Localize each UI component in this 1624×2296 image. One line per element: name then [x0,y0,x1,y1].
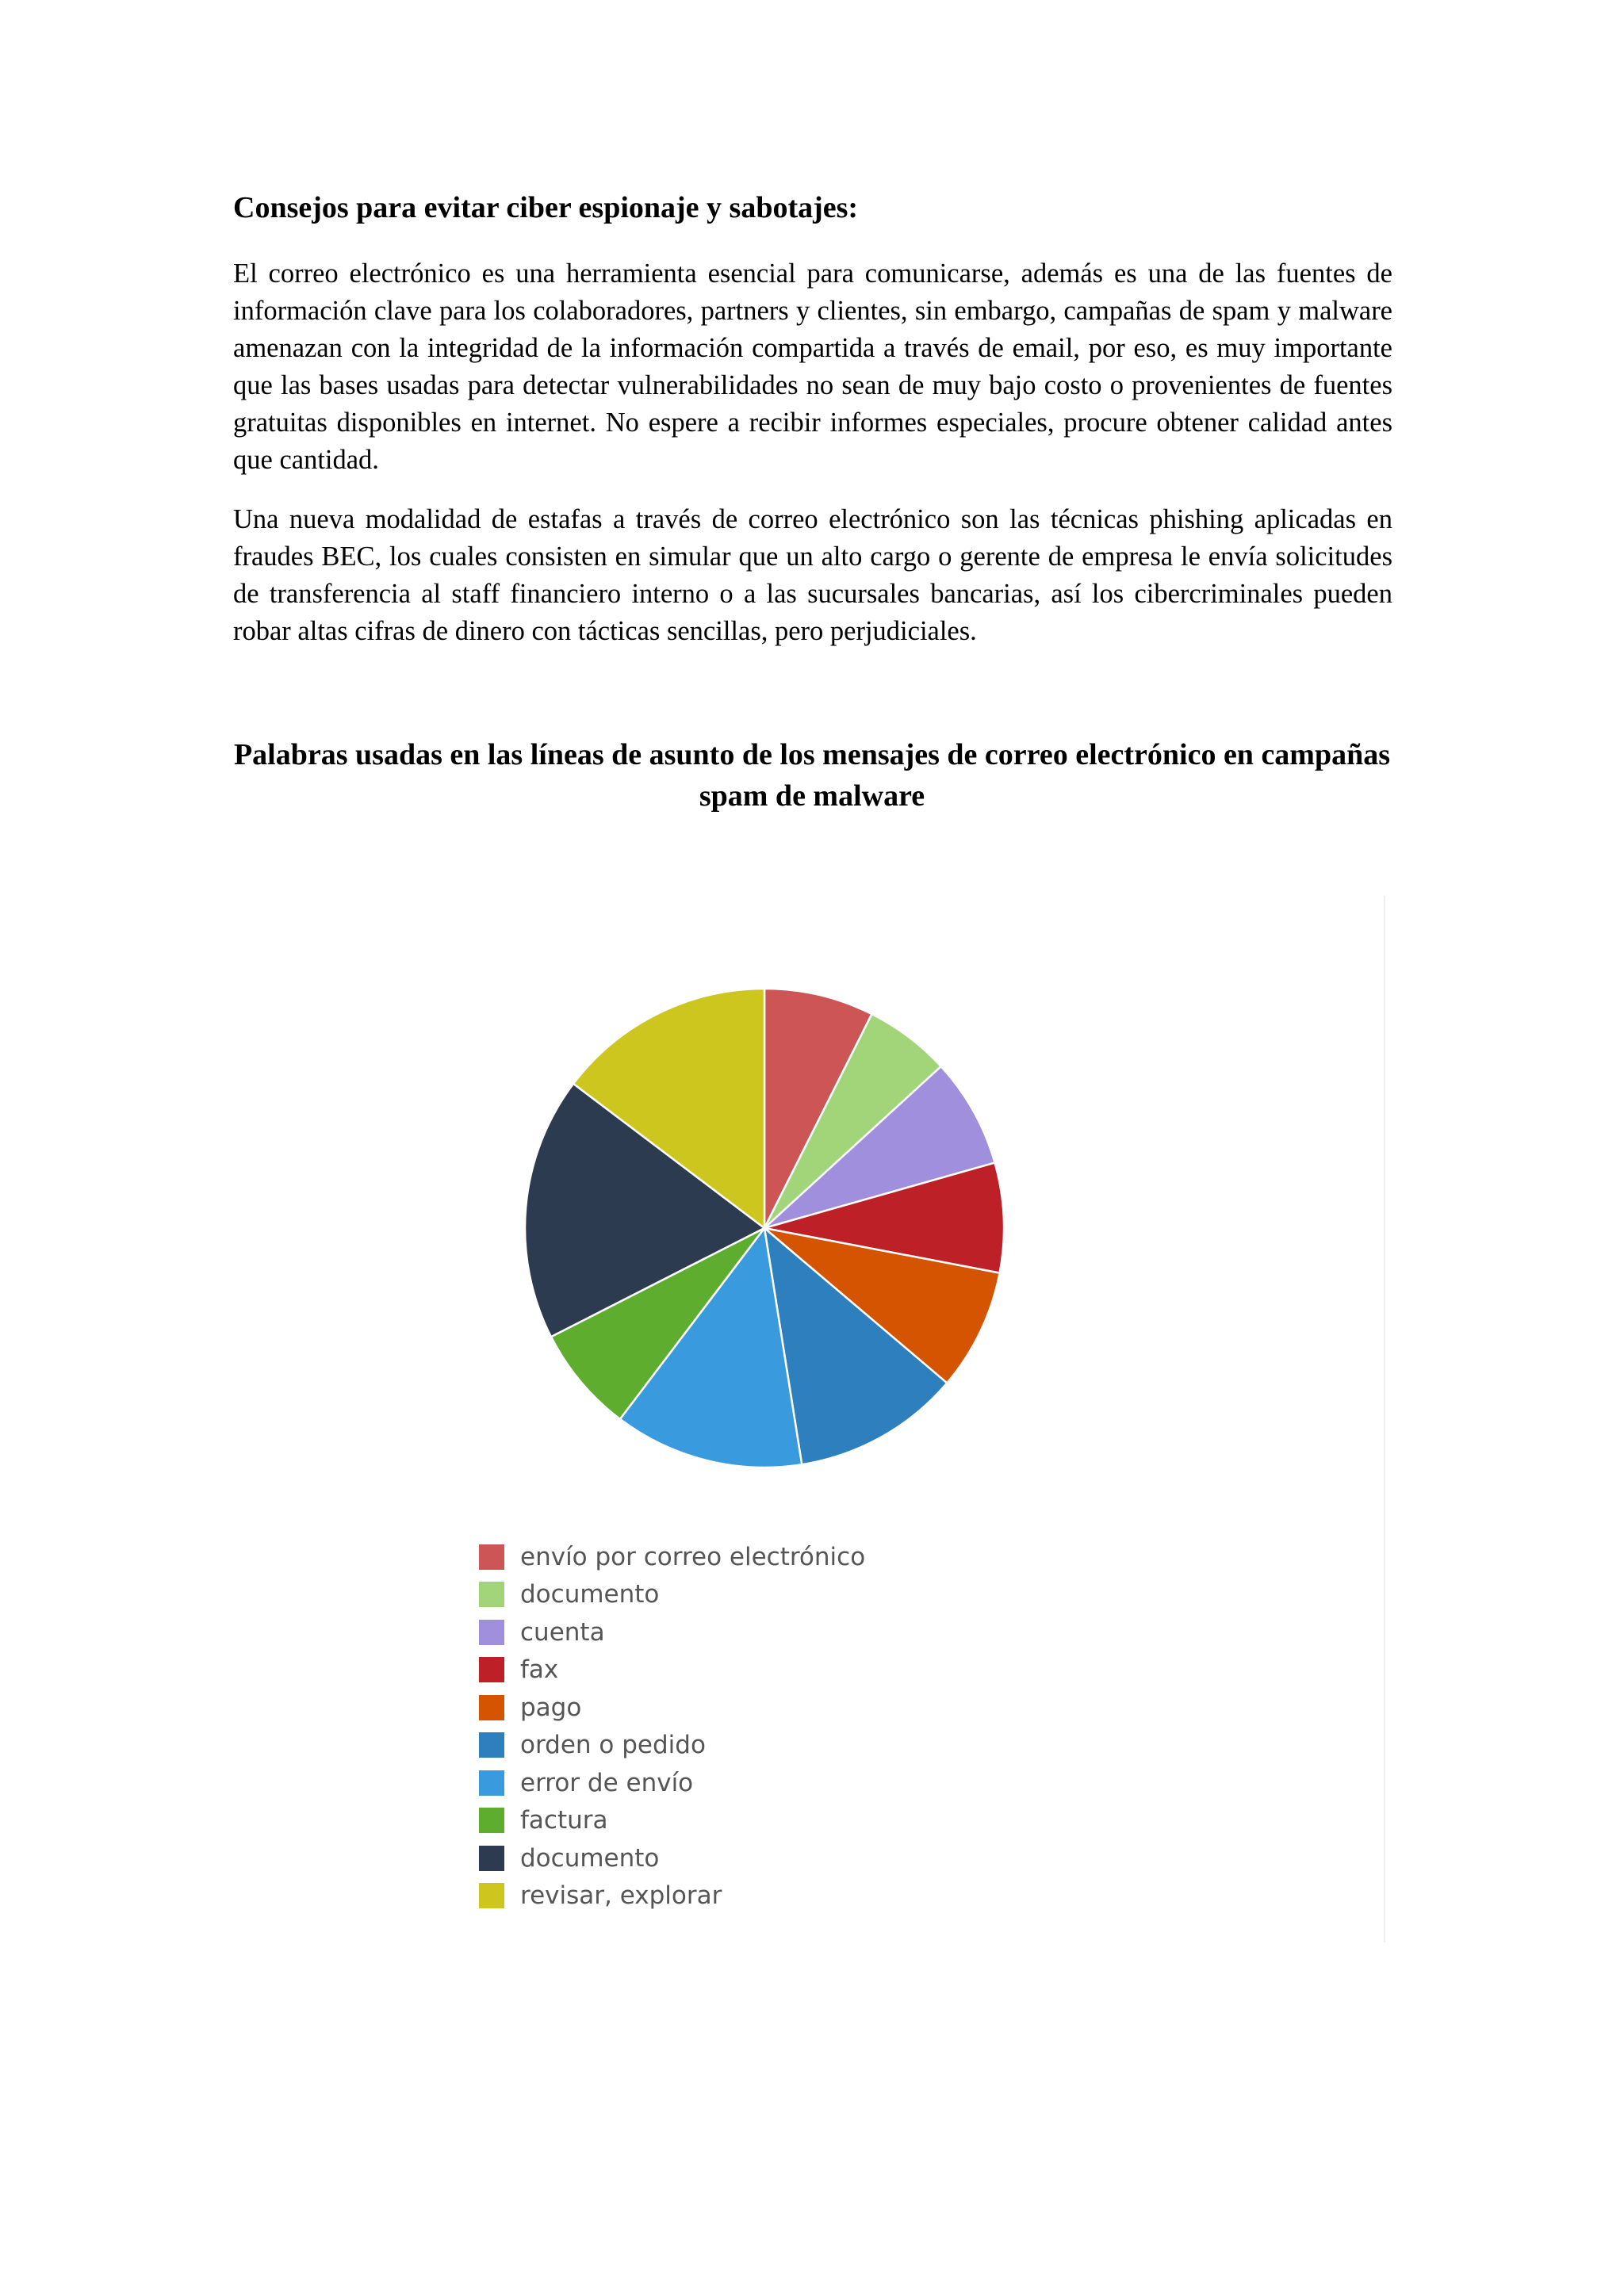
legend-swatch [479,1883,504,1908]
legend-item [479,1538,865,1576]
legend-item [479,1576,865,1614]
legend-label: error de envío [520,1768,694,1797]
legend-item [479,1651,865,1689]
legend-item [479,1727,865,1765]
legend-label: documento [520,1843,660,1873]
legend-item [479,1764,865,1802]
paragraph-1: El correo electrónico es una herramienta esencial para comunicarse, además es una de las fuentes de información clave para los colaboradores, partners y clientes, sin embargo, campañas de spam y malware amenazan con la integridad de la información compartida a través de email, por eso, es muy importante que las bases usadas para detectar vulnerabilidades no sean de muy bajo costo o provenientes de fuentes gratuitas disponibles en internet. No espere a recibir informes especiales, procure obtener calidad antes que cantidad. [233,258,1392,475]
pie-chart [444,896,1385,1942]
chart-title: Palabras usadas en las líneas de asunto de los mensajes de correo electrónico en campañas spam de malware [233,738,1391,813]
legend-label: documento [520,1580,660,1609]
legend-swatch [479,1657,504,1682]
legend-swatch [479,1846,504,1871]
legend-label: cuenta [520,1617,605,1647]
legend-swatch [479,1544,504,1570]
legend-label: factura [520,1806,608,1835]
legend-swatch [479,1770,504,1796]
legend-label: envío por correo electrónico [520,1542,866,1571]
legend-swatch [479,1808,504,1833]
legend-swatch [479,1620,504,1645]
legend-label: pago [520,1693,582,1722]
legend-swatch [479,1732,504,1758]
legend-item [479,1802,865,1840]
legend-label: fax [520,1655,559,1685]
legend-swatch [479,1695,504,1720]
chart-legend [479,1538,865,1915]
section-heading: Consejos para evitar ciber espionaje y sabotajes: [233,191,859,224]
pie-chart-plot [479,943,1050,1513]
legend-item [479,1839,865,1877]
legend-label: revisar, explorar [520,1881,722,1911]
legend-swatch [479,1582,504,1607]
legend-item [479,1689,865,1727]
legend-item [479,1613,865,1651]
paragraph-2: Una nueva modalidad de estafas a través de correo electrónico son las técnicas phishing aplicadas en fraudes BEC, los cuales consisten en simular que un alto cargo o gerente de empresa le envía solicitudes de transferencia al staff financiero interno o a las sucursales bancarias, así los cibercriminales pueden robar altas cifras de dinero con tácticas sencillas, pero perjudiciales. [233,504,1392,646]
legend-label: orden o pedido [520,1731,706,1760]
legend-item [479,1877,865,1915]
